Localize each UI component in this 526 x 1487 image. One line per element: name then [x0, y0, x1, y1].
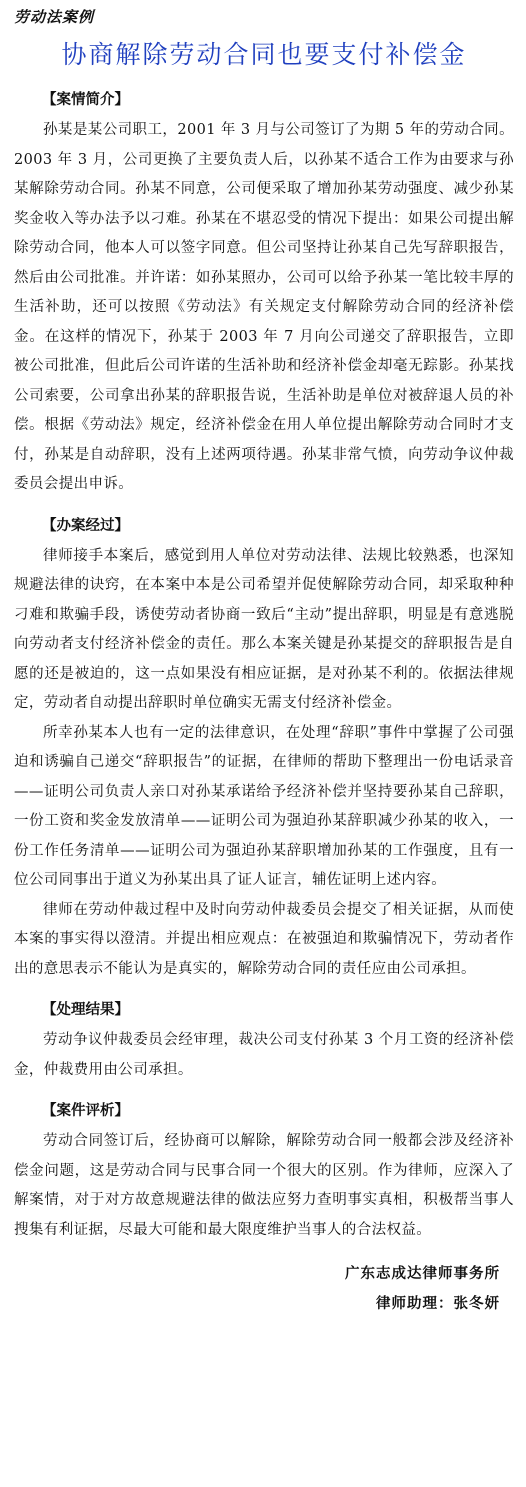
paragraph: 孙某是某公司职工，2001 年 3 月与公司签订了为期 5 年的劳动合同。2003 年 3 月，公司更换了主要负责人后，以孙某不适合工作为由要求与孙某解除劳动合同。孙某不同意，公司便采取了增加孙某劳动强度、减少孙某奖金收入等办法予以刁难。孙某在不堪忍受的情况下提出：如果公司提出解除劳动合同，他本人可以签字同意。但公司坚持让孙某自己先写辞职报告，然后由公司批准。并许诺：如孙某照办，公司可以给予孙某一笔比较丰厚的生活补助，还可以按照《劳动法》有关规定支付解除劳动合同的经济补偿金。在这样的情况下，孙某于 2003 年 7 月向公司递交了辞职报告，立即被公司批准，但此后公司许诺的生活补助和经济补偿金却毫无踪影。孙某找公司索要，公司拿出孙某的辞职报告说，生活补助是单位对被辞退人员的补偿。根据《劳动法》规定，经济补偿金在用人单位提出解除劳动合同时才支付，孙某是自动辞职，没有上述两项待遇。孙某非常气愤，向劳动争议仲裁委员会提出申诉。 — [14, 122, 514, 492]
section-heading: 【案件评析】 — [42, 1102, 129, 1119]
paragraph: 所幸孙某本人也有一定的法律意识，在处理“辞职”事件中掌握了公司强迫和诱骗自己递交“辞职报告”的证据，在律师的帮助下整理出一份电话录音——证明公司负责人亲口对孙某承诺给予经济补偿并坚持要孙某自己辞职，一份工资和奖金发放清单——证明公司为强迫孙某辞职减少孙某的收入，一份工作任务清单——证明公司为强迫孙某辞职增加孙某的工作强度，且有一位公司同事出于道义为孙某出具了证人证言，辅佐证明上述内容。 — [14, 724, 514, 888]
article-title: 协商解除劳动合同也要支付补偿金 — [61, 40, 467, 69]
column-label: 劳动法案例 — [14, 8, 95, 26]
section-heading: 【办案经过】 — [42, 516, 129, 534]
section-gap — [14, 984, 514, 998]
section-commentary — [14, 1099, 514, 1245]
section-gap — [14, 1085, 514, 1099]
assistant-name: 律师助理：张冬妍 — [376, 1295, 500, 1312]
section-case-summary — [14, 88, 514, 500]
section-heading: 【处理结果】 — [42, 1001, 129, 1018]
law-firm-name: 广东志成达律师事务所 — [345, 1265, 500, 1282]
section-heading: 【案情简介】 — [42, 91, 129, 108]
section-result — [14, 998, 514, 1085]
section-process — [14, 514, 514, 985]
paragraph: 劳动争议仲裁委员会经审理，裁决公司支付孙某 3 个月工资的经济补偿金，仲裁费用由公司承担。 — [14, 1032, 514, 1078]
paragraph: 律师接手本案后，感觉到用人单位对劳动法律、法规比较熟悉，也深知规避法律的诀窍，在本案中本是公司希望并促使解除劳动合同，却采取种种刁难和欺骗手段，诱使劳动者协商一致后“主动”提出辞职，明显是有意逃脱向劳动者支付经济补偿金的责任。那么本案关键是孙某提交的辞职报告是自愿的还是被迫的，这一点如果没有相应证据，是对孙某不利的。依据法律规定，劳动者自动提出辞职时单位确实无需支付经济补偿金。 — [14, 547, 514, 711]
signature-block — [14, 1259, 514, 1319]
paragraph: 劳动合同签订后，经协商可以解除，解除劳动合同一般都会涉及经济补偿金问题，这是劳动合同与民事合同一个很大的区别。作为律师，应深入了解案情，对于对方故意规避法律的做法应努力查明事实真相，积极帮当事人搜集有利证据，尽最大可能和最大限度维护当事人的合法权益。 — [14, 1133, 514, 1238]
section-gap — [14, 500, 514, 514]
paragraph: 律师在劳动仲裁过程中及时向劳动仲裁委员会提交了相关证据，从而使本案的事实得以澄清。并提出相应观点：在被强迫和欺骗情况下，劳动者作出的意思表示不能认为是真实的，解除劳动合同的责任应由公司承担。 — [14, 901, 514, 977]
